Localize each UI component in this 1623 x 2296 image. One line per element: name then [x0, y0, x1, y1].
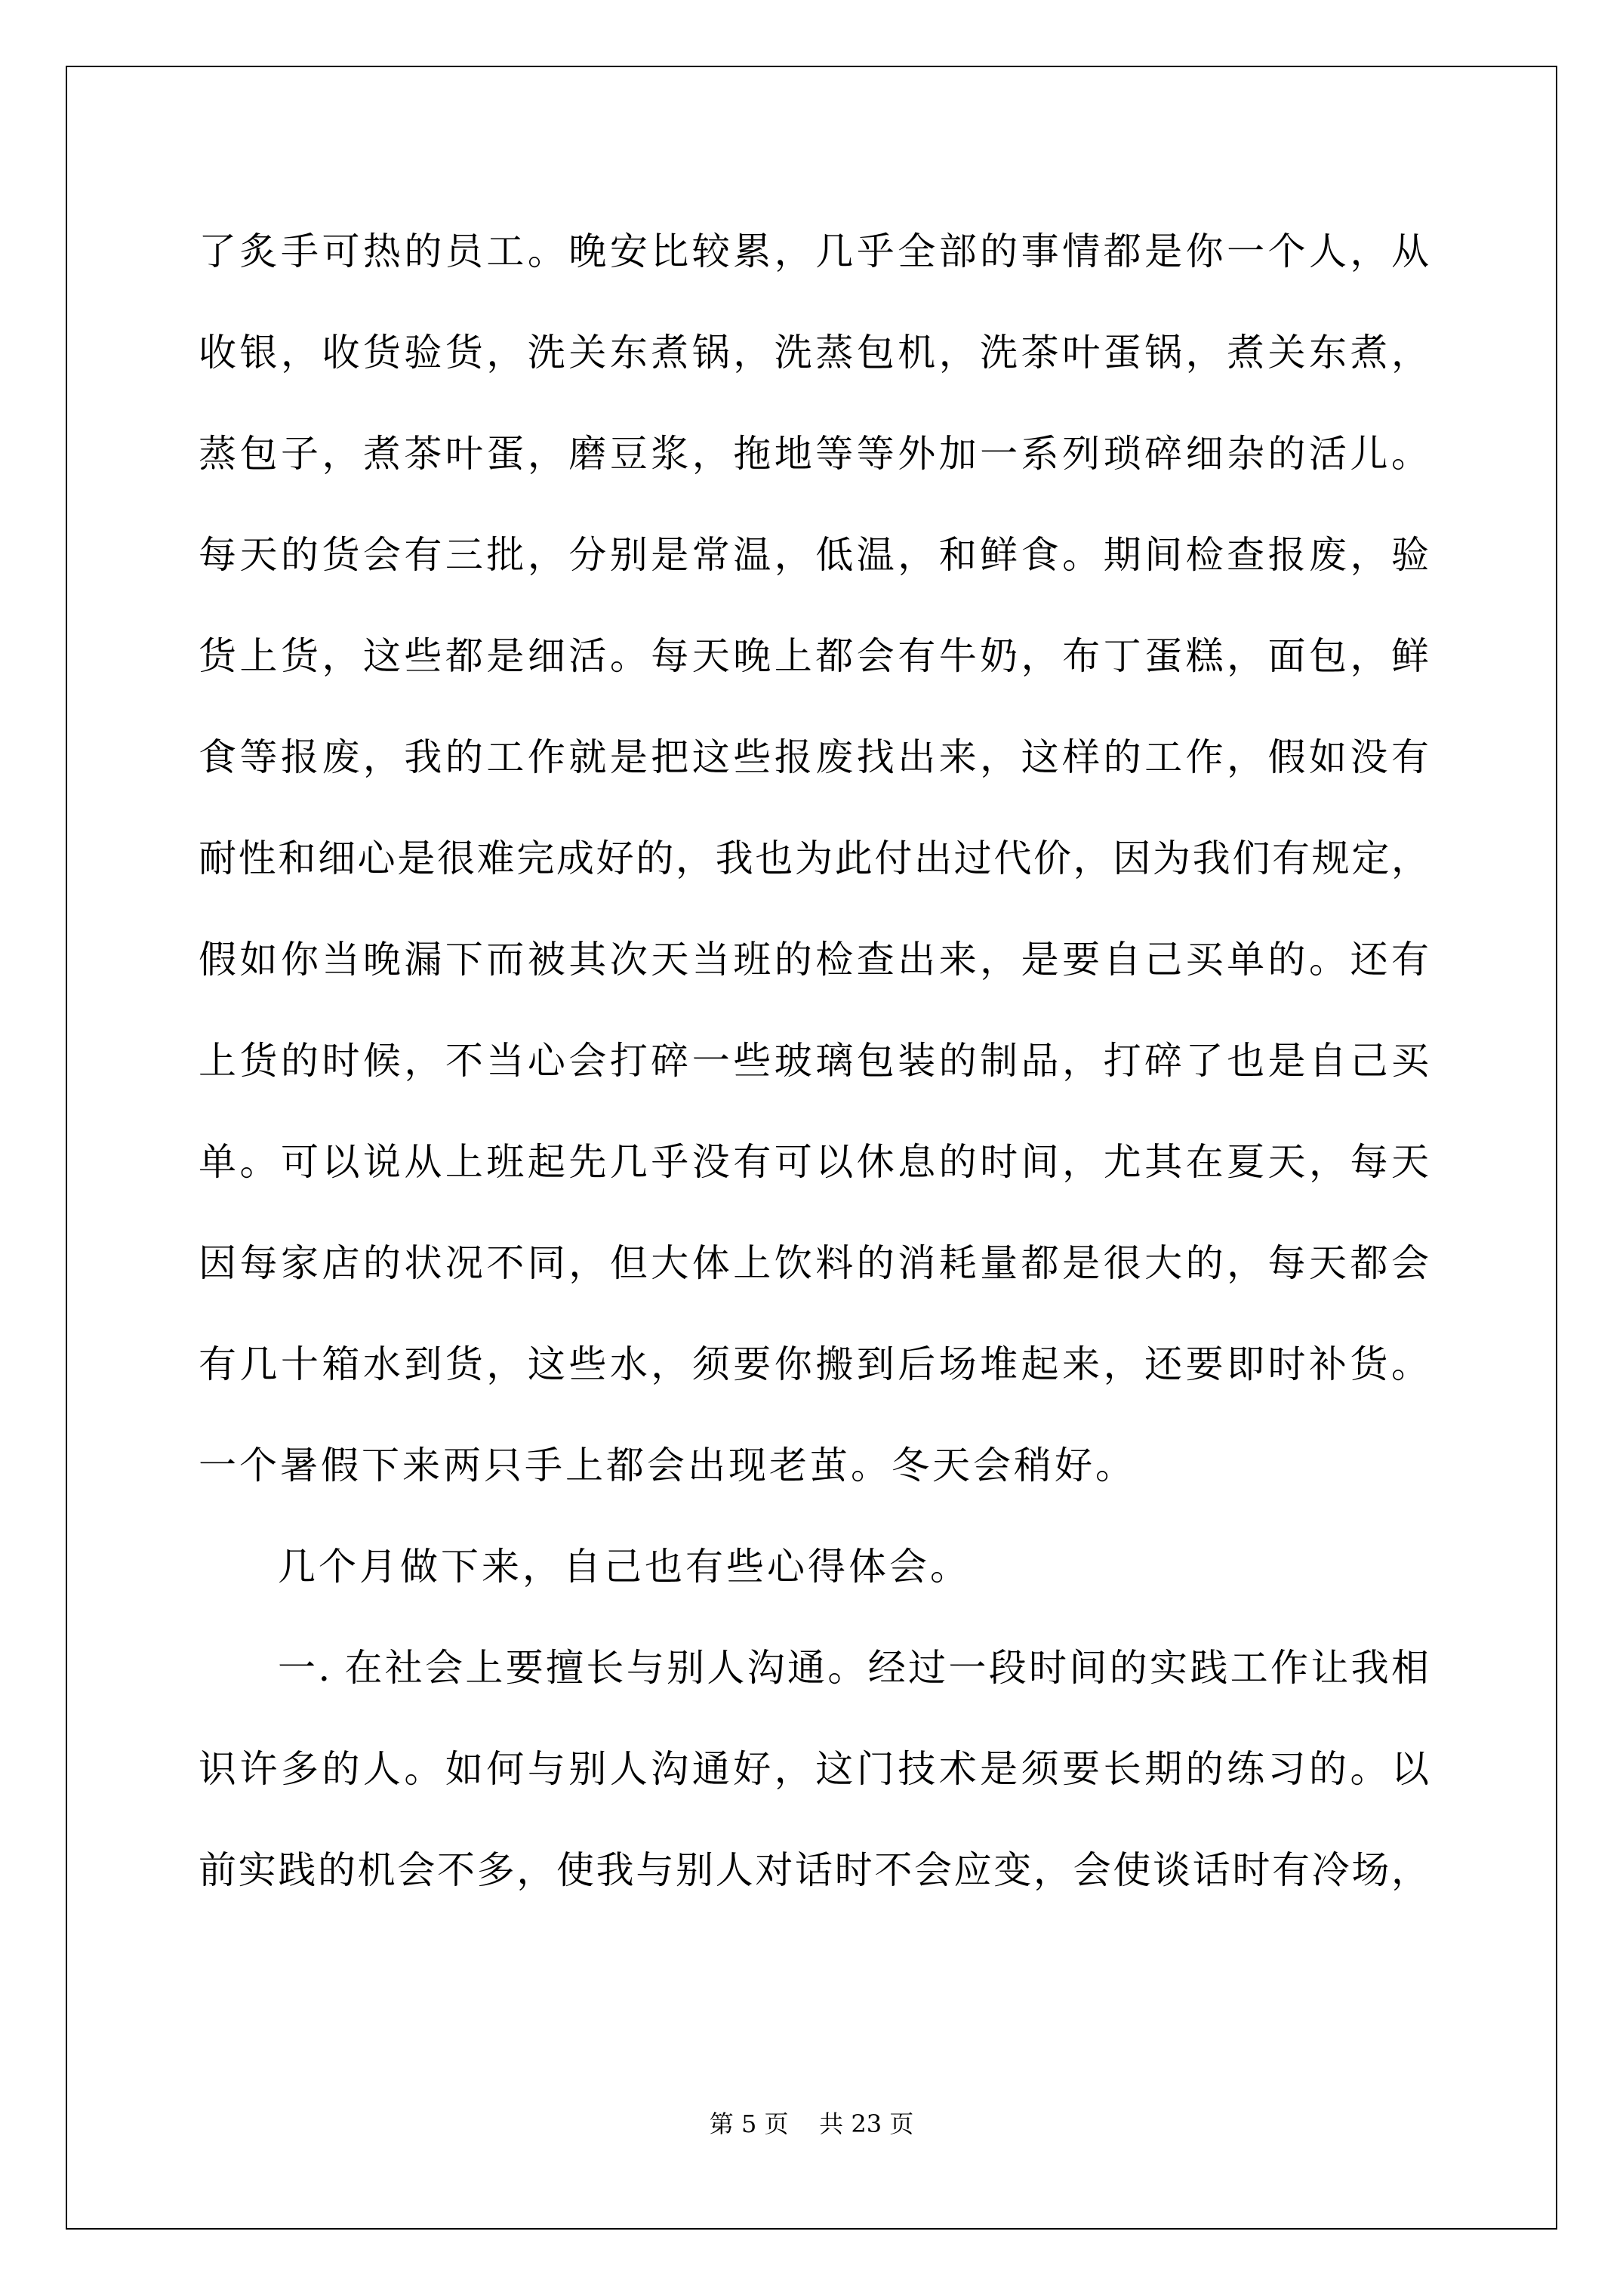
body-line-14: 几个月做下来，自己也有些心得体会。	[278, 1545, 971, 1589]
body-line-7: 耐性和细心是很难完成好的，我也为此付出过代价，因为我们有规定，	[199, 837, 1429, 880]
body-line-11: 因每家店的状况不同，但大体上饮料的消耗量都是很大的，每天都会	[199, 1241, 1429, 1285]
body-line-5: 货上货，这些都是细活。每天晚上都会有牛奶，布丁蛋糕，面包，鲜	[199, 634, 1429, 678]
body-line-2: 收银，收货验货，洗关东煮锅，洗蒸包机，洗茶叶蛋锅，煮关东煮，	[199, 331, 1429, 374]
body-line-3: 蒸包子，煮茶叶蛋，磨豆浆，拖地等等外加一系列琐碎细杂的活儿。	[199, 432, 1429, 476]
body-line-10: 单。可以说从上班起先几乎没有可以休息的时间，尤其在夏天，每天	[199, 1140, 1429, 1184]
page-number-footer: 第 5 页 共 23 页	[709, 2110, 914, 2138]
body-line-16: 识许多的人。如何与别人沟通好，这门技术是须要长期的练习的。以	[199, 1747, 1429, 1791]
body-line-13: 一个暑假下来两只手上都会出现老茧。冬天会稍好。	[199, 1444, 1136, 1487]
body-line-12: 有几十箱水到货，这些水，须要你搬到后场堆起来，还要即时补货。	[199, 1342, 1429, 1386]
body-line-15: 一. 在社会上要擅长与别人沟通。经过一段时间的实践工作让我相	[278, 1646, 1429, 1690]
body-line-4: 每天的货会有三批，分别是常温，低温，和鲜食。期间检查报废，验	[199, 533, 1429, 577]
body-line-8: 假如你当晚漏下而被其次天当班的检查出来，是要自己买单的。还有	[199, 938, 1429, 982]
body-line-17: 前实践的机会不多，使我与别人对话时不会应变，会使谈话时有冷场，	[199, 1848, 1429, 1892]
body-line-1: 了炙手可热的员工。晚安比较累，几乎全部的事情都是你一个人，从	[199, 230, 1429, 273]
body-line-9: 上货的时候，不当心会打碎一些玻璃包装的制品，打碎了也是自己买	[199, 1039, 1429, 1083]
body-line-6: 食等报废，我的工作就是把这些报废找出来，这样的工作，假如没有	[199, 735, 1429, 779]
